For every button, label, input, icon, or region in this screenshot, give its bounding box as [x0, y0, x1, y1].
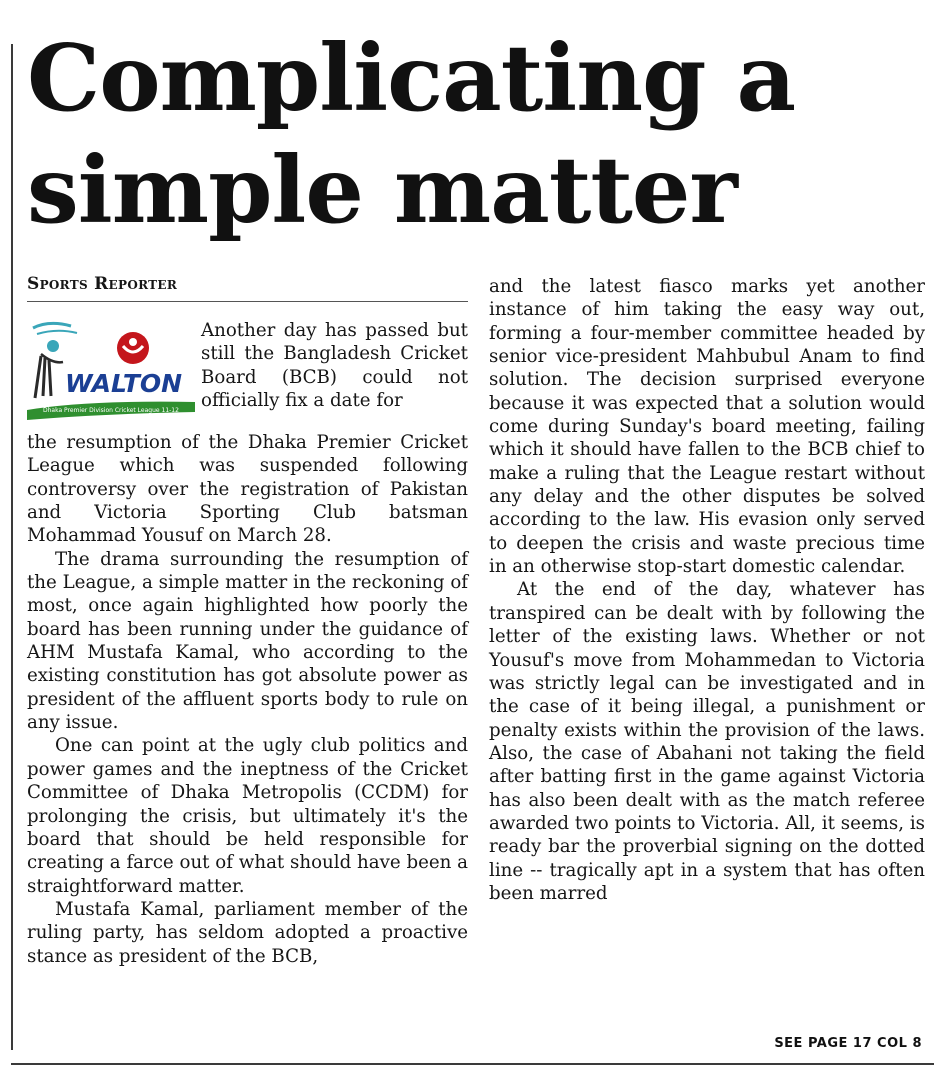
right-paragraph-2: At the end of the day, whatever has transpired can be dealt with by following the letter of the existing laws. Whether or not Yousuf's move from Mohammedan to Victoria was strictly legal can be investigated and in the case of it being illegal, a punishment or penalty exists within the provision of the laws. Also, the case of Abahani not taking the field after batting first in the game against Victoria has also been dealt with as the match referee awarded two points to Victoria. All, it seems, is ready bar the proverbial signing on the dotted line -- tragically apt in a system that has often been marred: [489, 579, 925, 904]
right-column: [489, 275, 925, 905]
logo-red-emblem: [117, 332, 149, 364]
right-paragraph-1: and the latest fiasco marks yet another instance of him taking the easy way out, forming a four-member committee headed by senior vice-president Mahbubul Anam to find solution. The decision surprised everyone because it was expected that a solution would come during Sunday's board meeting, failing which it should have fallen to the BCB chief to make a ruling that the League restart without any delay and the other disputes be solved according to the law. His evasion only served to deepen the crisis and waste precious time in an otherwise stop-start domestic calendar.: [489, 276, 925, 578]
logo-stumps: [35, 356, 51, 398]
logo-emblem-dot: [129, 338, 137, 346]
intro-text-block: [201, 319, 468, 412]
byline-divider: [27, 301, 468, 302]
headline: [27, 22, 927, 246]
left-column: [27, 431, 468, 968]
left-column-rule: [11, 44, 13, 1050]
logo-swoosh-top: [33, 323, 71, 328]
walton-logo-graphic: [27, 316, 195, 426]
continuation-jump: SEE PAGE 17 COL 8: [774, 1036, 922, 1051]
logo-ball: [47, 340, 59, 352]
bottom-rule: [11, 1063, 934, 1065]
headline-line-1: Complicating a: [27, 24, 796, 132]
logo-brand-text: WALTON: [65, 369, 183, 398]
left-paragraph-2: The drama surrounding the resumption of the League, a simple matter in the reckoning of most, once again highlighted how poorly the board has been running under the guidance of AHM Mustafa Kamal, who according to the existing constitution has got absolute power as president of the affluent sports body to rule on any issue.: [27, 548, 468, 734]
intro-paragraph: Another day has passed but still the Bangladesh Cricket Board (BCB) could not officially fix a date for: [201, 320, 468, 412]
logo-swoosh-second: [37, 331, 77, 334]
left-paragraph-3: One can point at the ugly club politics and power games and the ineptness of the Cricket Committee of Dhaka Metropolis (CCDM) for prolonging the crisis, but ultimately it's the board that should be held responsible for creating a farce out of what should have been a straightforward matter.: [27, 735, 468, 897]
headline-line-2: simple matter: [27, 136, 737, 244]
walton-league-logo: [27, 316, 195, 426]
logo-tagline: Dhaka Premier Division Cricket League 11-12: [43, 407, 179, 414]
left-paragraph-1: the resumption of the Dhaka Premier Cricket League which was suspended following controversy over the registration of Pakistan and Victoria Sporting Club batsman Mohammad Yousuf on March 28.: [27, 432, 468, 547]
byline: Sports Reporter: [27, 274, 178, 294]
left-paragraph-4: Mustafa Kamal, parliament member of the ruling party, has seldom adopted a proactive stance as president of the BCB,: [27, 898, 468, 967]
